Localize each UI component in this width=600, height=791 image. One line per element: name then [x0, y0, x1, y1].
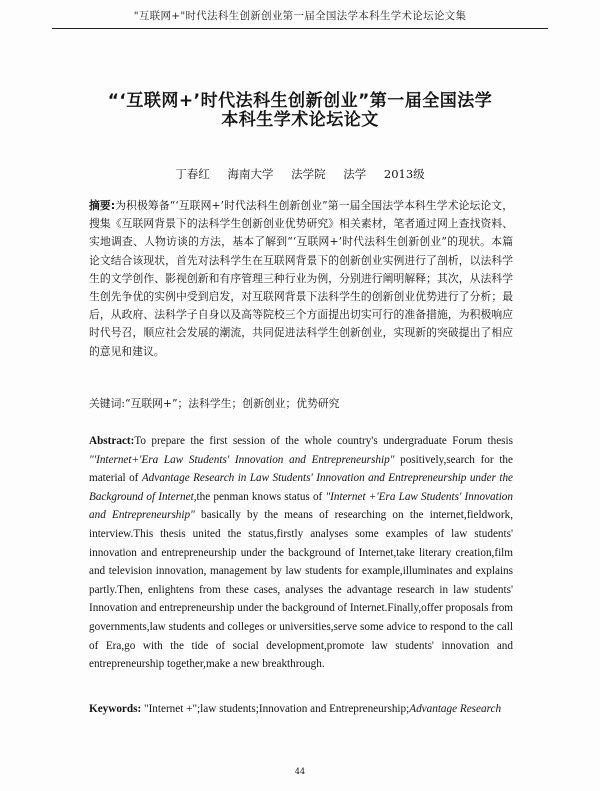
english-abstract-italic-2: Advantage Research in Law Students' Innovation and Entrepreneurship under the Background of Internet,	[89, 472, 514, 503]
header-divider	[52, 28, 548, 29]
author-affiliation: 丁春红 海南大学 法学院 法学 2013级	[175, 167, 425, 181]
chinese-abstract-label: 摘要:	[89, 199, 116, 212]
english-abstract-text-4: basically by the means of researching on the internet,fieldwork, interview.This thesis united the status,firstly analyses some examples of law students' innovation and entrepreneurship under the background of Internet,take literary creation,film and television innovation, management by law students for example,illuminates and explains partly.Then, enlightens from these cases, analyses the advantage research in law students' Innovation and entrepreneurship under the background of Internet.Finally,offer proposals from governments,law students and colleges or universities,serve some advice to respond to the call of Era,go with the tide of social development,promote law students' innovation and entrepreneurship together,make a new breakthrough.	[89, 509, 513, 671]
english-keywords	[89, 700, 513, 719]
paper-title-line-2: 本科生学术论坛论文	[221, 110, 379, 130]
english-keywords-body: "Internet +";law students;Innovation and Entrepreneurship;	[141, 703, 410, 715]
english-abstract-text-3: the penman knows status of	[196, 490, 326, 503]
english-abstract-label: Abstract:	[89, 435, 135, 447]
english-abstract-text-1: To prepare the first session of the whole country's undergraduate Forum thesis	[134, 435, 513, 447]
english-abstract-italic-1: "'Internet+'Era Law Students' Innovation and Entrepreneurship"	[89, 453, 395, 466]
paper-title	[60, 92, 540, 130]
english-abstract-italic-3: "Internet +'Era Law Students' Innovation and Entrepreneurship"	[89, 490, 513, 522]
chinese-abstract-body: 为积极筹备“‘互联网+’时代法科生创新创业”第一届全国法学本科生学术论坛论文，搜集《互联网背景下的法科学生创新创业优势研究》相关素材，笔者通过网上查找资料、实地调查、人物访谈的方法，基本了解到“‘互联网+’时代法科生创新创业”的现状。本篇论文结合该现状，首先对法科学生在互联网背景下的创新创业实例进行了剖析，以法科学生的文学创作、影视创新和有序管理三种行业为例，分别进行阐明解释；其次，从法科学生创先争优的实例中受到启发，对互联网背景下法科学生的创新创业优势进行了分析；最后，从政府、法科学子自身以及高等院校三个方面提出切实可行的准备措施，为积极响应时代号召，顺应社会发展的潮流，共同促进法科学生创新创业，实现新的突破提出了相应的意见和建议。	[89, 199, 513, 358]
paper-title-line-1: “‘互联网+’时代法科生创新创业”第一届全国法学	[107, 91, 493, 111]
english-abstract	[89, 432, 513, 674]
chinese-keywords-label: 关键词:	[89, 397, 126, 410]
chinese-keywords-body: “互联网+”；法科学生；创新创业；优势研究	[125, 397, 340, 410]
english-abstract-text-2: positively,search for the material of	[89, 453, 513, 485]
english-keywords-italic: Advantage Research	[409, 703, 502, 715]
page-number: 44	[294, 767, 306, 776]
english-keywords-label: Keywords:	[89, 703, 142, 715]
running-header: "互联网+"时代法科生创新创业第一届全国法学本科生学术论坛论文集	[133, 10, 467, 22]
chinese-keywords	[89, 396, 513, 412]
chinese-abstract	[89, 197, 513, 361]
